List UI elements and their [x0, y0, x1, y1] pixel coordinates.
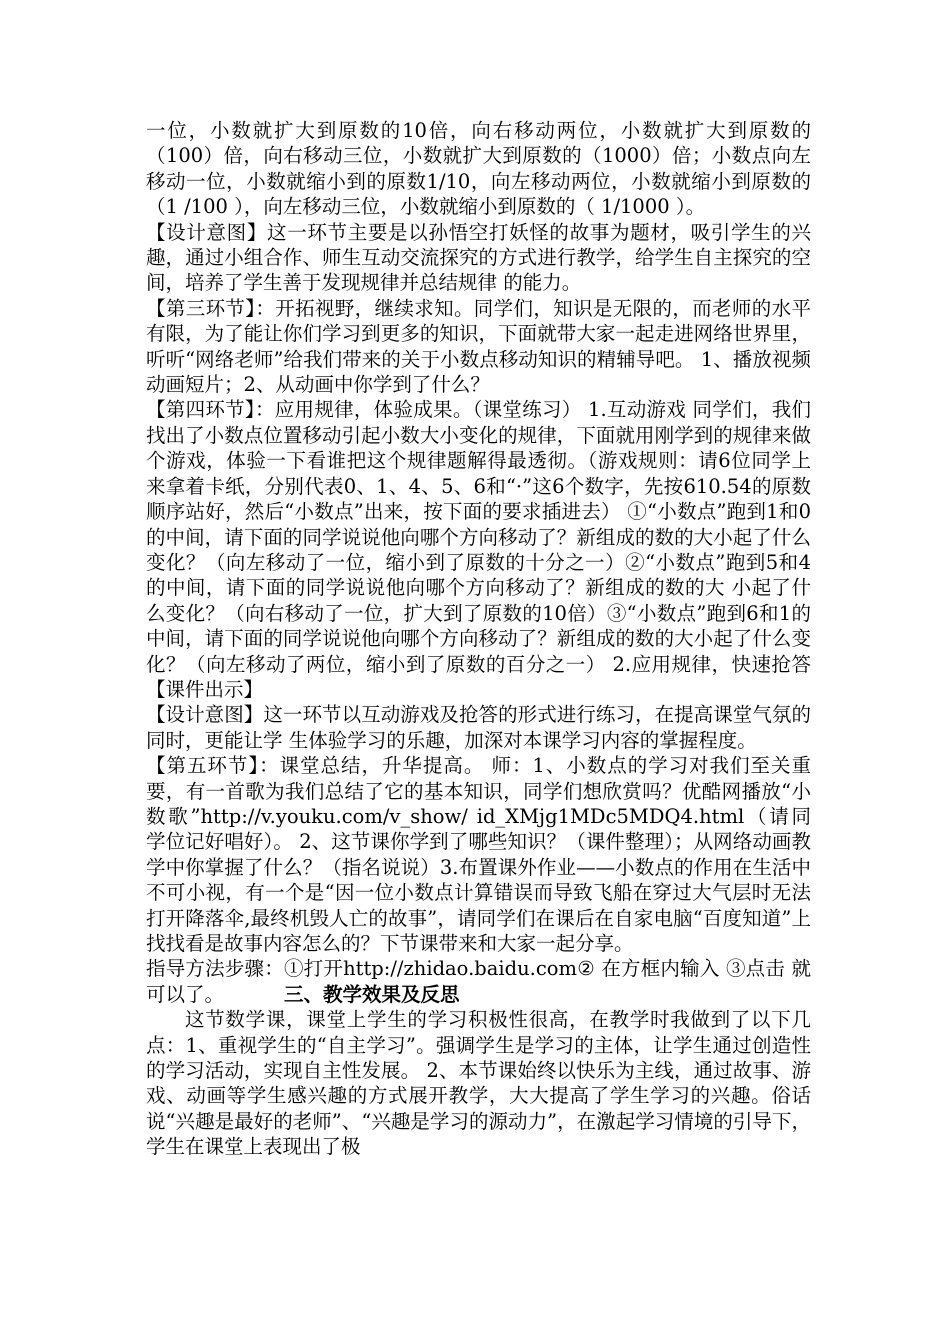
paragraph-step-five: 【第五环节】：课堂总结，升华提高。 师：1、小数点的学习对我们至关重要，有一首歌为我们总结了它的基本知识，同学们想欣赏吗？优酷网播放“小数歌”http://v.youku.com/v_show/ id_XMjg1MDc5MDQ4.html（请同学位记好唱好）。 2、这节课你学到了哪些知识？（课件整理）；从网络动画教学中你掌握了什么？（指名说说）3.布置课外作业——小数点的作用在生活中不可小视，有一个是“因一位小数点计算错误而导致飞船在穿过大气层时无法打开降落伞,最终机毁人亡的故事”，请同学们在课后在自家电脑“百度知道”上找找看是故事内容怎么的？下节课带来和大家一起分享。: [146, 754, 811, 955]
paragraph-step-four: 【第四环节】：应用规律，体验成果。（课堂练习） 1.互动游戏 同学们，我们找出了小数点位置移动引起小数大小变化的规律，下面就用刚学到的规律来做个游戏，体验一下看谁把这个规律题解得最透彻。（游戏规则：请6位同学上来拿着卡纸，分别代表0、1、4、5、6和“·”这6个数字，先按610.54的原数顺序站好，然后“小数点”出来，按下面的要求插进去） ①“小数点”跑到1和0的中间，请下面的同学说说他向哪个方向移动了？新组成的数的大小起了什么变化？（向左移动了一位，缩小到了原数的十分之一）②“小数点”跑到5和4的中间，请下面的同学说说他向哪个方向移动了？新组成的数的大 小起了什么变化？（向右移动了一位，扩大到了原数的10倍）③“小数点”跑到6和1的中间，请下面的同学说说他向哪个方向移动了？新组成的数的大小起了什么变化？（向左移动了两位，缩小到了原数的百分之一） 2.应用规律，快速抢答【课件出示】: [146, 398, 811, 701]
document-body: [146, 118, 811, 1160]
paragraph-guide-steps: [146, 956, 811, 1007]
section-heading-reflection: 三、教学效果及反思: [284, 982, 460, 1006]
paragraph-reflection: 这节数学课，课堂上学生的学习积极性很高，在教学时我做到了以下几点：1、重视学生的“自主学习”。强调学生是学习的主体，让学生通过创造性的学习活动，实现自主性发展。 2、本节课始终以快乐为主线，通过故事、游戏、动画等学生感兴趣的方式展开教学，大大提高了学生学习的兴趣。俗话说“兴趣是最好的老师”、“兴趣是学习的源动力”，在激起学习情境的引导下，学生在课堂上表现出了极: [146, 1008, 811, 1159]
paragraph-design-intent-1: 【设计意图】这一环节主要是以孙悟空打妖怪的故事为题材，吸引学生的兴趣，通过小组合作、师生互动交流探究的方式进行教学，给学生自主探究的空间，培养了学生善于发现规律并总结规律 的能力。: [146, 220, 811, 295]
paragraph-step-three: 【第三环节】：开拓视野，继续求知。同学们，知识是无限的，而老师的水平有限，为了能让你们学习到更多的知识，下面就带大家一起走进网络世界里，听听“网络老师”给我们带来的关于小数点移动知识的精辅导吧。 1、播放视频动画短片；2、从动画中你学到了什么？: [146, 296, 811, 397]
paragraph-decimal-rule: 一位，小数就扩大到原数的10倍，向右移动两位，小数就扩大到原数的（100）倍，向右移动三位，小数就扩大到原数的（1000）倍；小数点向左移动一位，小数就缩小到的原数1/10，向左移动两位，小数就缩小到原数的（1 /100 ），向左移动三位，小数就缩小到原数的（ 1/1000 ）。: [146, 119, 811, 219]
paragraph-design-intent-2: 【设计意图】这一环节以互动游戏及抢答的形式进行练习，在提高课堂气氛的同时，更能让学 生体验学习的乐趣，加深对本课学习内容的掌握程度。: [146, 703, 811, 752]
guide-steps-text: 指导方法步骤：①打开http://zhidao.baidu.com② 在方框内输入 ③点击 就可以了。: [146, 957, 811, 1006]
